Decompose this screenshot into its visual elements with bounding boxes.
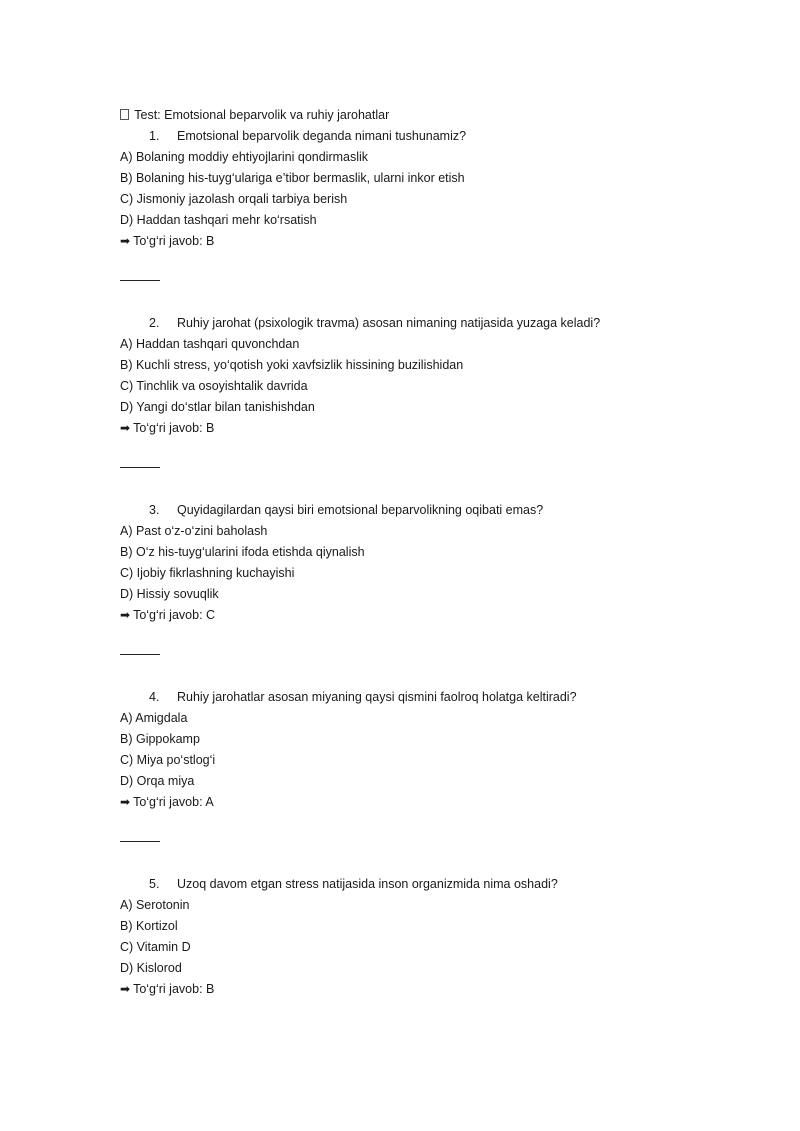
document-title-text: Test: Emotsional beparvolik va ruhiy jarohatlar	[134, 108, 390, 122]
correct-answer-text: To‘g‘ri javob: B	[133, 234, 215, 248]
answer-option: D) Hissiy sovuqlik	[120, 587, 219, 601]
right-arrow-icon: ➡	[120, 795, 131, 809]
question-number: 3.	[149, 503, 160, 517]
correct-answer	[120, 605, 740, 626]
separator-line	[120, 841, 160, 842]
answer-option: D) Kislorod	[120, 961, 182, 975]
document-page	[120, 105, 740, 1000]
correct-answer-text: To‘g‘ri javob: B	[133, 421, 215, 435]
answer-option: C) Tinchlik va osoyishtalik davrida	[120, 379, 308, 393]
right-arrow-icon: ➡	[120, 234, 131, 248]
question-text: Uzoq davom etgan stress natijasida inson organizmida nima oshadi?	[177, 877, 558, 891]
answer-option: C) Miya po‘stlog‘i	[120, 753, 216, 767]
answer-option: D) Orqa miya	[120, 774, 195, 788]
answer-option: D) Haddan tashqari mehr ko‘rsatish	[120, 213, 317, 227]
question-text: Ruhiy jarohatlar asosan miyaning qaysi qismini faolroq holatga keltiradi?	[177, 690, 577, 704]
right-arrow-icon: ➡	[120, 421, 131, 435]
right-arrow-icon: ➡	[120, 982, 131, 996]
correct-answer	[120, 792, 740, 813]
correct-answer	[120, 418, 740, 439]
correct-answer-text: To‘g‘ri javob: A	[133, 795, 214, 809]
answer-option: A) Serotonin	[120, 898, 190, 912]
separator-line	[120, 654, 160, 655]
answer-option: B) Bolaning his-tuyg‘ulariga e’tibor bermaslik, ularni inkor etish	[120, 171, 465, 185]
answer-option: A) Bolaning moddiy ehtiyojlarini qondirmaslik	[120, 150, 369, 164]
square-placeholder-icon	[120, 109, 129, 120]
question-block-4	[120, 687, 740, 874]
answer-option: A) Amigdala	[120, 711, 188, 725]
answer-option: B) Kortizol	[120, 919, 178, 933]
question-block-1	[120, 126, 740, 313]
correct-answer	[120, 979, 740, 1000]
answer-option: B) O‘z his-tuyg‘ularini ifoda etishda qiynalish	[120, 545, 365, 559]
answer-option: B) Gippokamp	[120, 732, 200, 746]
question-text: Quyidagilardan qaysi biri emotsional beparvolikning oqibati emas?	[177, 503, 544, 517]
document-title	[120, 105, 740, 126]
question-heading	[120, 500, 740, 521]
question-block-2	[120, 313, 740, 500]
answer-option: A) Haddan tashqari quvonchdan	[120, 337, 300, 351]
correct-answer-text: To‘g‘ri javob: B	[133, 982, 215, 996]
question-heading	[120, 874, 740, 895]
question-heading	[120, 126, 740, 147]
answer-option: C) Vitamin D	[120, 940, 191, 954]
correct-answer	[120, 231, 740, 252]
answer-option: C) Ijobiy fikrlashning kuchayishi	[120, 566, 295, 580]
question-number: 4.	[149, 690, 160, 704]
answer-option: B) Kuchli stress, yo‘qotish yoki xavfsizlik hissining buzilishidan	[120, 358, 464, 372]
separator-line	[120, 280, 160, 281]
answer-option: A) Past o‘z-o‘zini baholash	[120, 524, 268, 538]
question-heading	[120, 687, 740, 708]
question-number: 1.	[149, 129, 160, 143]
question-heading	[120, 313, 740, 334]
question-number: 5.	[149, 877, 160, 891]
answer-option: D) Yangi do‘stlar bilan tanishishdan	[120, 400, 315, 414]
right-arrow-icon: ➡	[120, 608, 131, 622]
correct-answer-text: To‘g‘ri javob: C	[133, 608, 216, 622]
separator-line	[120, 467, 160, 468]
question-block-3	[120, 500, 740, 687]
question-block-5	[120, 874, 740, 1000]
question-number: 2.	[149, 316, 160, 330]
answer-option: C) Jismoniy jazolash orqali tarbiya berish	[120, 192, 348, 206]
question-text: Emotsional beparvolik deganda nimani tushunamiz?	[177, 129, 467, 143]
question-text: Ruhiy jarohat (psixologik travma) asosan nimaning natijasida yuzaga keladi?	[177, 316, 601, 330]
